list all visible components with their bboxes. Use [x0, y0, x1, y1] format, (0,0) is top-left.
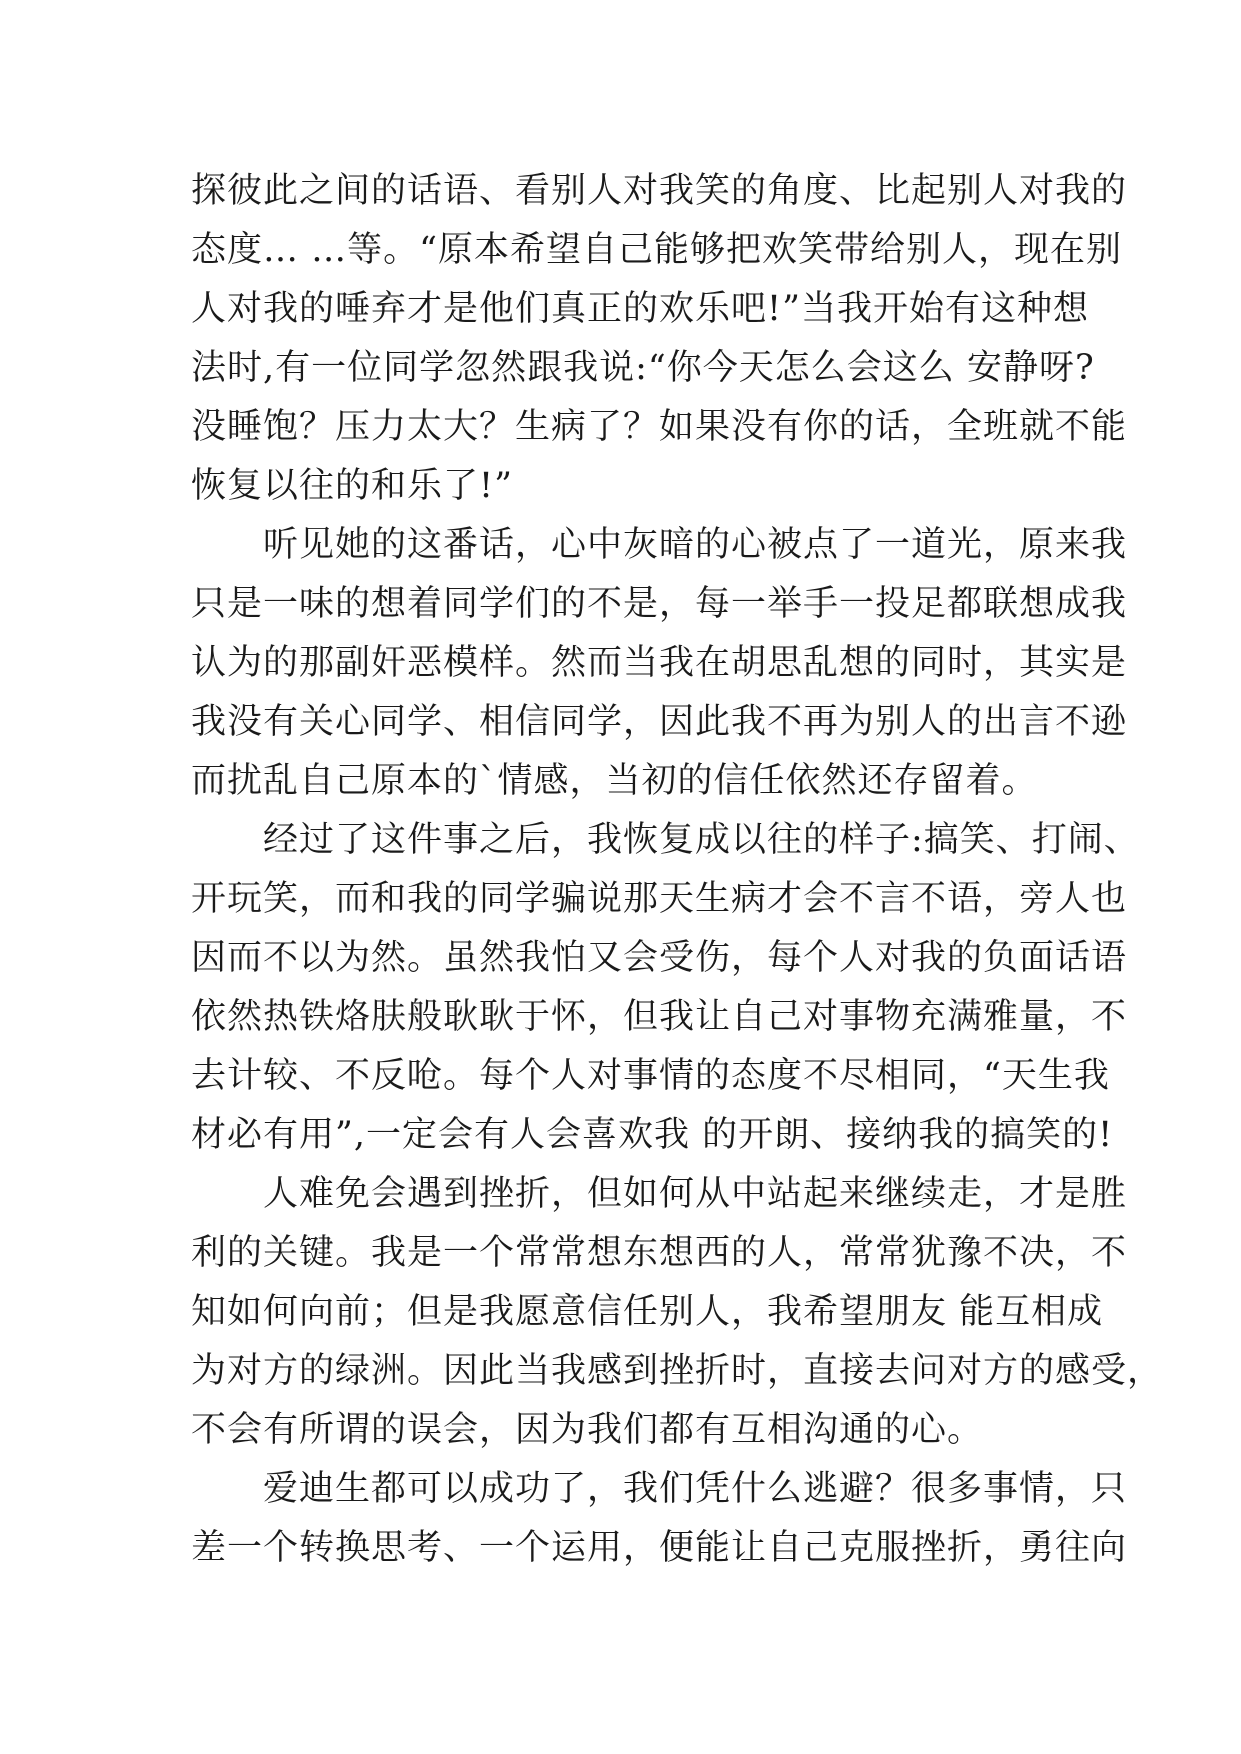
paragraph: [191, 1460, 1128, 1578]
paragraph: [191, 162, 1128, 516]
text-line: 人对我的唾弃才是他们真正的欢乐吧!”当我开始有这种想: [191, 289, 1089, 329]
text-line: 恢复以往的和乐了!”: [191, 466, 513, 506]
text-line: 开玩笑，而和我的同学骗说那天生病才会不言不语，旁人也: [191, 879, 1128, 919]
text-line: 为对方的绿洲。因此当我感到挫折时，直接去问对方的感受，: [191, 1351, 1164, 1391]
text-line: 而扰乱自己原本的`情感，当初的信任依然还存留着。: [191, 761, 1038, 801]
text-line: 听见她的这番话，心中灰暗的心被点了一道光，原来我: [191, 525, 1128, 565]
text-line: 知如何向前；但是我愿意信任别人，我希望朋友 能互相成: [191, 1292, 1104, 1332]
text-line: 材必有用”,一定会有人会喜欢我 的开朗、接纳我的搞笑的!: [191, 1115, 1114, 1155]
text-line: 差一个转换思考、一个运用，便能让自己克服挫折，勇往向: [191, 1528, 1128, 1568]
text-line: 不会有所谓的误会，因为我们都有互相沟通的心。: [191, 1410, 984, 1450]
paragraph: [191, 516, 1128, 811]
text-line: 只是一味的想着同学们的不是，每一举手一投足都联想成我: [191, 584, 1128, 624]
text-line: 态度… …等。“原本希望自己能够把欢笑带给别人，现在别: [191, 230, 1123, 270]
text-line: 认为的那副奸恶模样。然而当我在胡思乱想的同时，其实是: [191, 643, 1128, 683]
text-line: 去计较、不反呛。每个人对事情的态度不尽相同，“天生我: [191, 1056, 1110, 1096]
paragraph: [191, 811, 1140, 1165]
text-line: 人难免会遇到挫折，但如何从中站起来继续走，才是胜: [191, 1174, 1128, 1214]
text-line: 经过了这件事之后，我恢复成以往的样子:搞笑、打闹、: [191, 820, 1140, 860]
paragraph: [191, 1165, 1164, 1460]
text-line: 法时,有一位同学忽然跟我说:“你今天怎么会这么 安静呀?: [191, 348, 1095, 388]
text-line: 因而不以为然。虽然我怕又会受伤，每个人对我的负面话语: [191, 938, 1128, 978]
text-line: 依然热铁烙肤般耿耿于怀，但我让自己对事物充满雅量，不: [191, 997, 1128, 1037]
text-line: 爱迪生都可以成功了，我们凭什么逃避？很多事情，只: [191, 1469, 1128, 1509]
text-line: 没睡饱？压力太大？生病了？如果没有你的话，全班就不能: [191, 407, 1128, 447]
text-line: 我没有关心同学、相信同学，因此我不再为别人的出言不逊: [191, 702, 1128, 742]
text-line: 探彼此之间的话语、看别人对我笑的角度、比起别人对我的: [191, 171, 1128, 211]
document-body: [191, 162, 1164, 1578]
text-line: 利的关键。我是一个常常想东想西的人，常常犹豫不决，不: [191, 1233, 1128, 1273]
